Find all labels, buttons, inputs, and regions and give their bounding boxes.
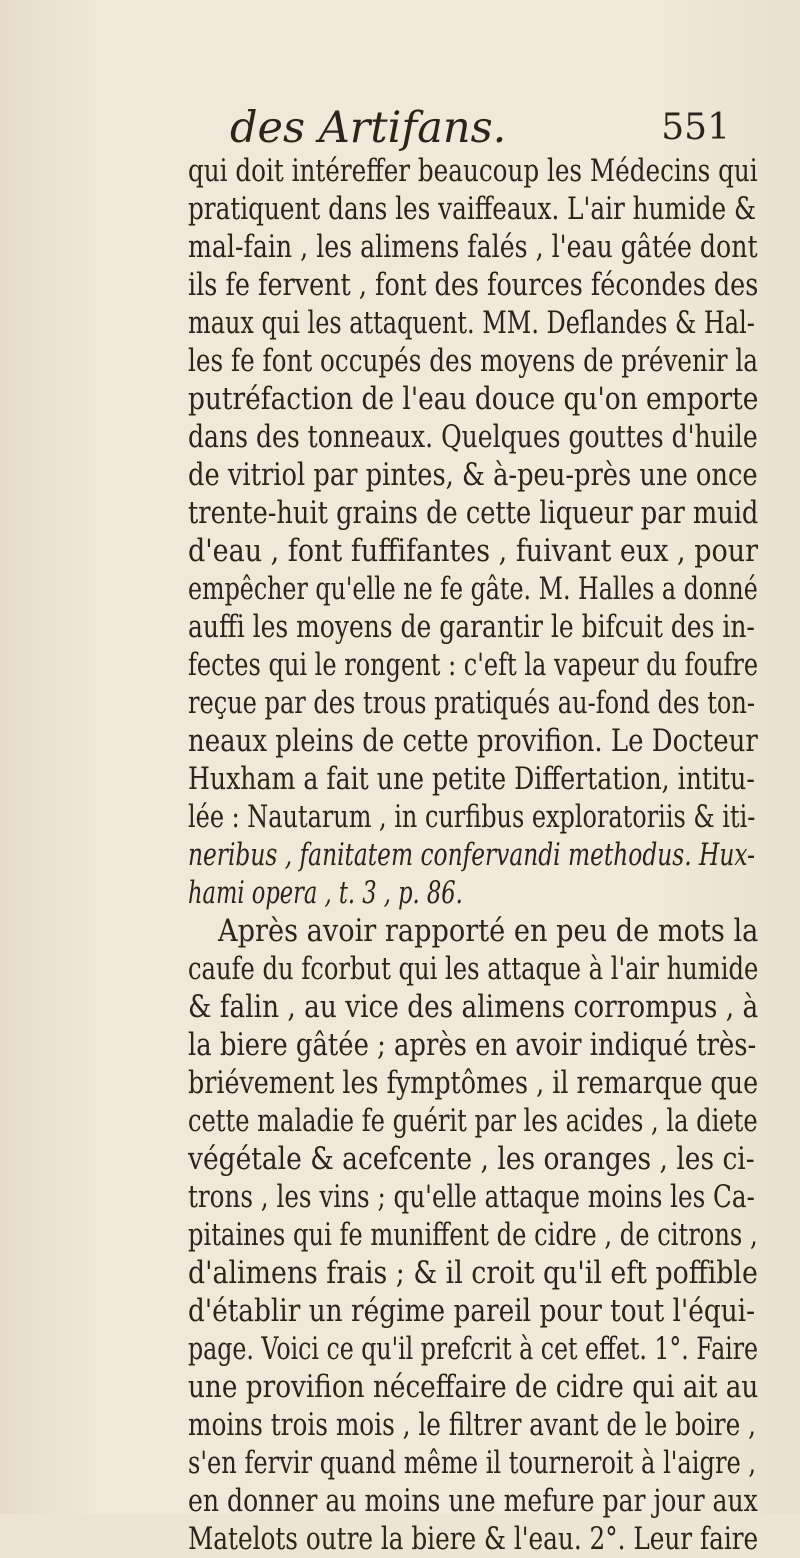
text-line: putréfaction de l'eau douce qu'on emporte [188,381,759,417]
text-line: de vitriol par pintes, & à-peu-près une once [188,457,758,493]
text-line: la biere gâtée ; après en avoir indiqué très- [188,1027,757,1063]
text-line: dans des tonneaux. Quelques gouttes d'huile [188,419,758,455]
text-line: fectes qui le rongent : c'eft la vapeur du foufre [188,647,759,683]
text-line: une provifion néceffaire de cidre qui ait au [188,1369,759,1405]
text-line-italic: hami opera , t. 3 , p. 86. [188,875,463,911]
text-line: s'en fervir quand même il tourneroit à l'aigre , [188,1445,757,1481]
text-line: moins trois mois , le filtrer avant de le boire , [188,1407,756,1443]
text-line: mal-fain , les alimens falés , l'eau gâtée dont [188,229,758,265]
text-line-italic: neribus , fanitatem confervandi methodus. Hux- [188,837,756,873]
text-line: trente-huit grains de cette liqueur par muid [188,495,759,531]
text-line: qui doit intéreffer beaucoup les Médecins qui [188,153,758,189]
page-header [230,100,730,156]
text-line: maux qui les attaquent. MM. Deflandes & Hal- [188,305,755,341]
text-line: page. Voici ce qu'il prefcrit à cet effet. 1°. Faire [188,1331,759,1367]
text-line: briévement les fymptômes , il remarque que [188,1065,759,1101]
text-line: d'eau , font fuffifantes , fuivant eux , pour [188,533,758,569]
text-line: pratiquent dans les vaiffeaux. L'air humide & [188,191,756,227]
running-title: des Artifans. [230,103,507,153]
text-line: caufe du fcorbut qui les attaque à l'air humide [188,951,759,987]
text-line: reçue par des trous pratiqués au-fond des ton- [188,685,755,721]
text-line: Huxham a fait une petite Differtation, intitu- [188,761,755,797]
text-line: lée : Nautarum , in curfibus exploratoriis & iti- [188,799,756,835]
text-line: trons , les vins ; qu'elle attaque moins les Ca- [188,1179,755,1215]
page-number: 551 [661,107,730,148]
text-line: neaux pleins de cette provifion. Le Docteur [188,723,758,759]
text-line: pitaines qui fe muniffent de cidre , de citrons , [188,1217,758,1253]
text-line: & falin , au vice des alimens corrompus , à [188,989,759,1025]
text-line: en donner au moins une mefure par jour aux [188,1483,758,1519]
text-line: Matelots outre la biere & l'eau. 2°. Leur faire [188,1521,759,1557]
text-line: Après avoir rapporté en peu de mots la [218,913,759,949]
text-line: cette maladie fe guérit par les acides , la diete [188,1103,758,1139]
text-line: ils fe fervent , font des fources fécondes des [188,267,759,303]
text-line: les fe font occupés des moyens de prévenir la [188,343,758,379]
text-line: auffi les moyens de garantir le bifcuit des in- [188,609,755,645]
text-line: végétale & acefcente , les oranges , les ci- [188,1141,755,1177]
text-line: d'alimens frais ; & il croit qu'il eft poffible [188,1255,758,1291]
text-line: empêcher qu'elle ne fe gâte. M. Halles a donné [188,571,758,607]
text-line: d'établir un régime pareil pour tout l'équi- [188,1293,755,1329]
